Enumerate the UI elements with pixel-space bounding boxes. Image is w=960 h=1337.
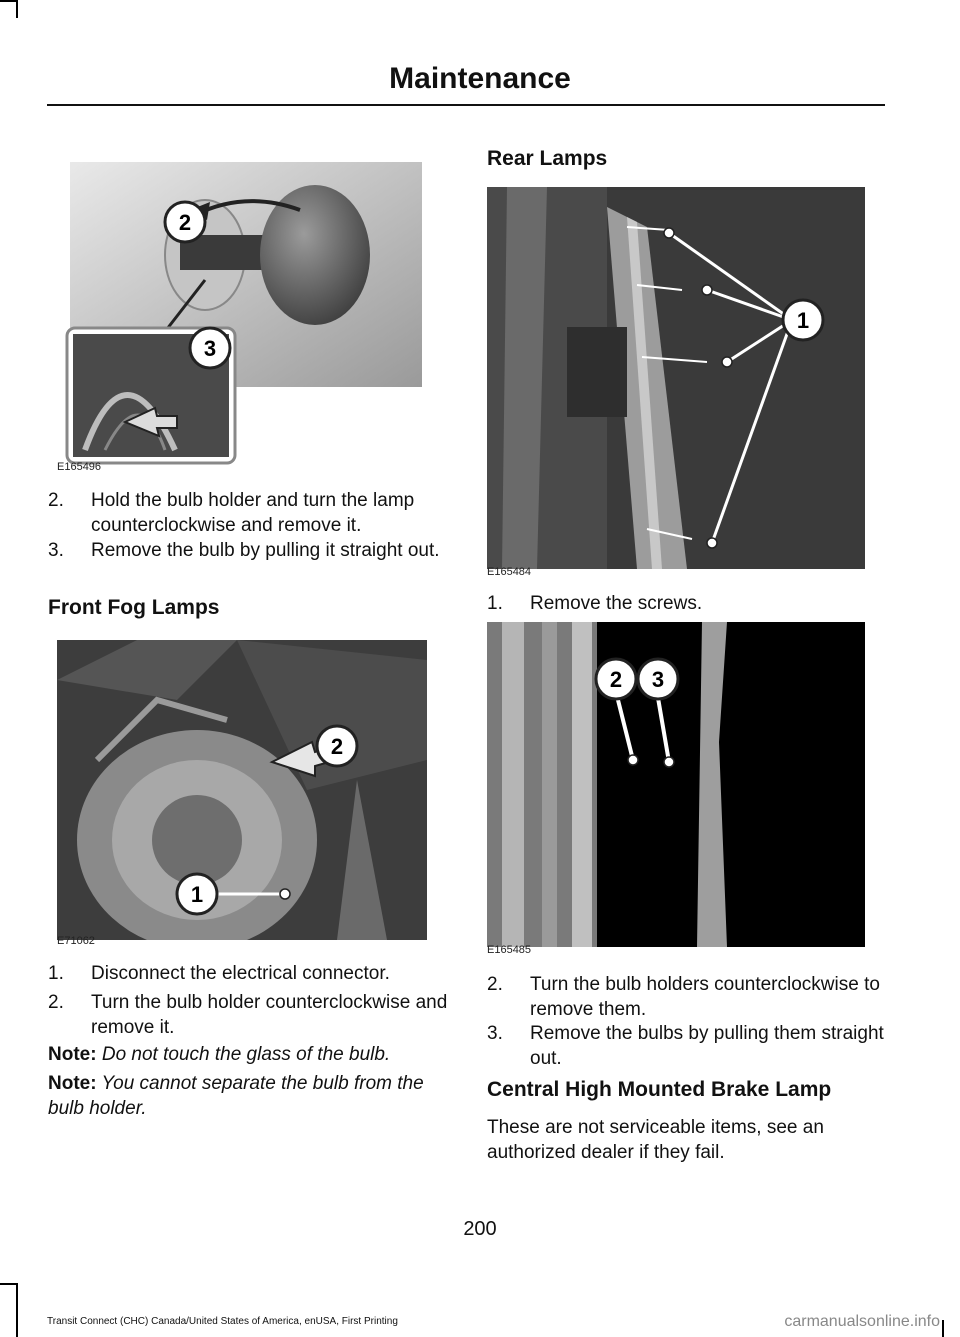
step-item <box>487 972 887 1022</box>
callout-label: 2 <box>609 667 623 692</box>
step-text: Remove the screws. <box>530 593 703 614</box>
note <box>48 1071 453 1121</box>
note-text: You cannot separate the bulb from the bulb holder. <box>48 1073 424 1119</box>
publication-info: Transit Connect (CHC) Canada/United States of America, enUSA, First Printing <box>47 1316 398 1327</box>
figure-id: E165484 <box>487 566 532 578</box>
note <box>48 1042 453 1067</box>
note-label: Note: <box>48 1044 97 1065</box>
callout-label: 2 <box>178 210 192 235</box>
crop-mark <box>0 1283 17 1285</box>
step-number: 3. <box>487 1023 503 1044</box>
paragraph: These are not serviceable items, see an authorized dealer if they fail. <box>487 1117 824 1163</box>
crop-mark <box>0 0 17 2</box>
step-item <box>487 1021 887 1071</box>
step-number: 2. <box>487 974 503 995</box>
step-item <box>48 990 453 1040</box>
callout-label: 1 <box>796 308 810 333</box>
page-title: Maintenance <box>389 62 571 95</box>
step-number: 3. <box>48 540 64 561</box>
step-item <box>48 961 453 986</box>
figure-rear-lamp-illustration <box>487 187 865 569</box>
step-item <box>48 538 453 563</box>
figure-id: E165485 <box>487 944 532 956</box>
step-number: 1. <box>487 593 503 614</box>
step-item <box>48 488 453 538</box>
figure-rear-bulb-holders <box>487 622 865 947</box>
crop-mark <box>16 0 18 18</box>
step-text: Turn the bulb holder counterclockwise and remove it. <box>91 992 448 1038</box>
section-heading-central-high-mounted-brake-lamp: Central High Mounted Brake Lamp <box>487 1078 832 1101</box>
page-number: 200 <box>463 1218 497 1240</box>
figure-headlamp-bulb <box>65 160 425 465</box>
note-label: Note: <box>48 1073 97 1094</box>
callout-label: 3 <box>203 336 217 361</box>
step-number: 1. <box>48 963 64 984</box>
header-rule <box>47 104 885 106</box>
watermark: carmanualsonline.info <box>784 1313 940 1330</box>
note-text: Do not touch the glass of the bulb. <box>101 1044 391 1065</box>
section-heading-front-fog-lamps: Front Fog Lamps <box>48 596 220 619</box>
crop-mark <box>16 1283 18 1337</box>
crop-mark <box>942 1320 944 1337</box>
step-text: Disconnect the electrical connector. <box>91 963 390 984</box>
figure-headlamp-illustration <box>65 160 425 465</box>
step-text: Hold the bulb holder and turn the lamp counterclockwise and remove it. <box>91 490 415 536</box>
callout-label: 2 <box>330 734 344 759</box>
step-text: Remove the bulbs by pulling them straight out. <box>530 1023 884 1069</box>
step-number: 2. <box>48 992 64 1013</box>
callout-label: 1 <box>190 882 204 907</box>
step-text: Turn the bulb holders counterclockwise to remove them. <box>530 974 880 1020</box>
section-heading-rear-lamps: Rear Lamps <box>487 147 608 170</box>
figure-rear-bulb-illustration <box>487 622 865 947</box>
step-text: Remove the bulb by pulling it straight out. <box>91 540 440 561</box>
figure-fog-lamp-illustration <box>57 640 427 940</box>
step-item <box>487 591 887 616</box>
figure-id: E71062 <box>57 935 95 947</box>
step-number: 2. <box>48 490 64 511</box>
figure-id: E165496 <box>57 461 102 473</box>
figure-rear-lamp-screws <box>487 187 865 569</box>
figure-fog-lamp <box>57 640 427 940</box>
callout-label: 3 <box>651 667 665 692</box>
